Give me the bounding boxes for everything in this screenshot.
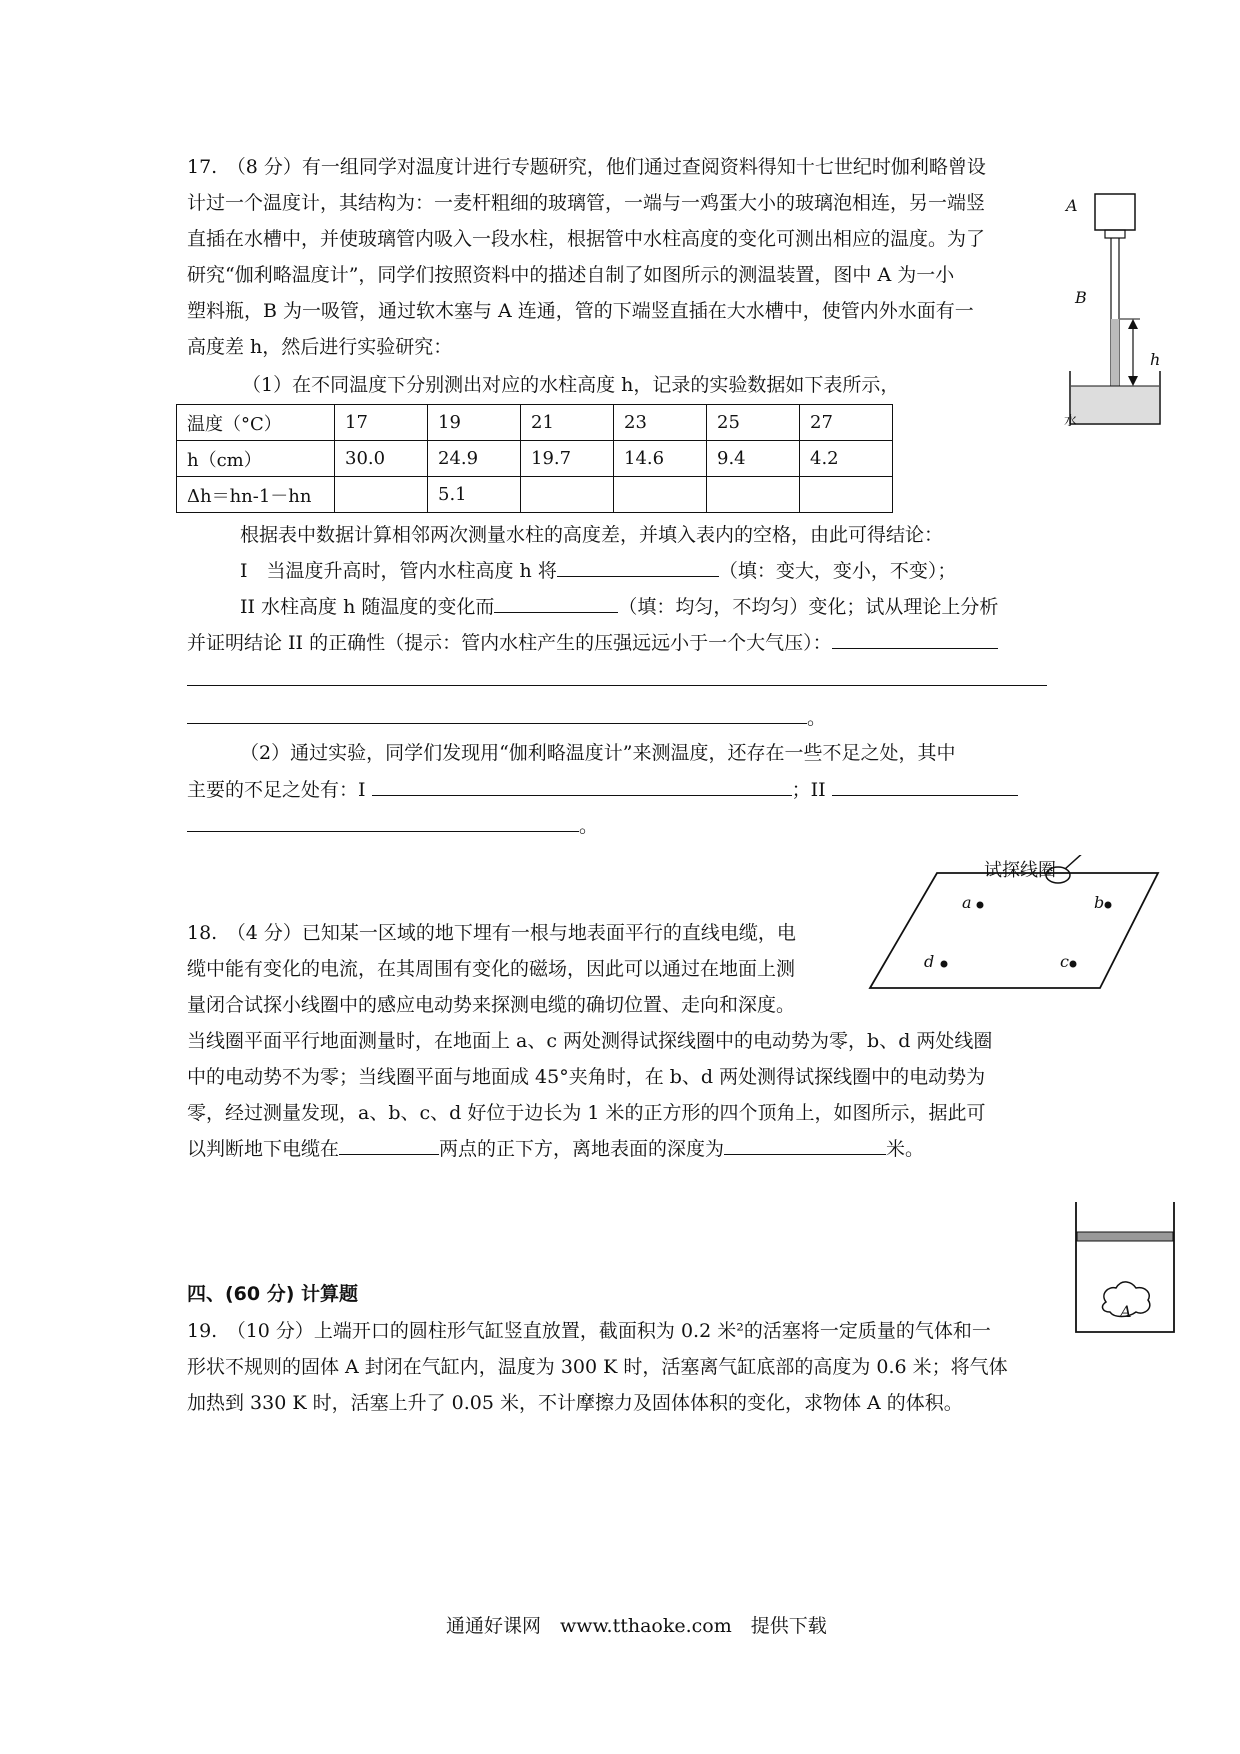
q18-line-1: 18. （4 分）已知某一区域的地下埋有一根与地表面平行的直线电缆，电 (187, 922, 796, 944)
point-d-label: d (924, 952, 935, 971)
answer-blank[interactable] (372, 777, 792, 796)
q18-line-3: 量闭合试探小线圈中的感应电动势来探测电缆的确切位置、走向和深度。 (187, 994, 796, 1016)
label-a: A (1066, 196, 1078, 215)
answer-line[interactable] (187, 685, 1047, 686)
thermometer-figure (1060, 186, 1180, 436)
q18-line-5: 中的电动势不为零；当线圈平面与地面成 45°夹角时，在 b、d 两处测得试探线圈中的电动势为 (187, 1066, 986, 1088)
table-cell: 14.6 (614, 441, 707, 477)
q17-conclusion-2 (240, 594, 998, 620)
page-footer: 通通好课网 www.tthaoke.com 提供下载 (446, 1615, 827, 1637)
q17-part2-line-2 (187, 777, 1018, 803)
table-cell: 27 (800, 405, 893, 441)
q17-answer-line-end (187, 705, 826, 731)
table-cell: 17 (335, 405, 428, 441)
q17-part2-line-3 (187, 813, 598, 839)
section-heading: 四、(60 分) 计算题 (187, 1283, 359, 1305)
q18-line-7 (187, 1136, 924, 1162)
label-water: 水 (1064, 414, 1078, 429)
point-a-label: a (962, 893, 972, 912)
q18-line-6: 零，经过测量发现，a、b、c、d 好位于边长为 1 米的正方形的四个顶角上，如图所示，据此可 (187, 1102, 986, 1124)
table-row-label: Δh＝hn-1－hn (177, 477, 335, 513)
q17-part1-intro: （1）在不同温度下分别测出对应的水柱高度 h，记录的实验数据如下表所示， (242, 374, 900, 396)
conclusion-2-text: II 水柱高度 h 随温度的变化而 (240, 596, 495, 618)
q18-line-2: 缆中能有变化的电流，在其周围有变化的磁场，因此可以通过在地面上测 (187, 958, 796, 980)
answer-blank[interactable] (494, 594, 618, 613)
table-cell-blank[interactable] (800, 477, 893, 513)
q18-last-mid: 两点的正下方，离地表面的深度为 (439, 1138, 725, 1160)
end-mark: 。 (579, 815, 599, 837)
table-cell: 19.7 (521, 441, 614, 477)
table-row-temperature (177, 405, 893, 441)
answer-blank[interactable] (187, 705, 807, 724)
table-cell: 4.2 (800, 441, 893, 477)
q17-line-6: 高度差 h，然后进行实验研究： (187, 336, 453, 358)
q17-conclusion-3 (187, 630, 998, 656)
point-b-label: b (1094, 893, 1105, 912)
table-cell-blank[interactable] (614, 477, 707, 513)
solid-a-label: A (1120, 1302, 1132, 1321)
q17-line-3: 直插在水槽中，并使玻璃管内吸入一段水柱，根据管中水柱高度的变化可测出相应的温度。为了 (187, 228, 986, 250)
point-c-label: c (1060, 952, 1069, 971)
q19-line-3: 加热到 330 K 时，活塞上升了 0.05 米，不计摩擦力及固体体积的变化，求物体 A 的体积。 (187, 1392, 963, 1414)
label-h: h (1150, 350, 1161, 369)
q19-line-2: 形状不规则的固体 A 封闭在气缸内，温度为 300 K 时，活塞离气缸底部的高度为 0.6 米；将气体 (187, 1356, 1008, 1378)
end-mark: 。 (807, 707, 827, 729)
part2-text: 主要的不足之处有：I (187, 779, 366, 801)
table-cell-blank[interactable] (707, 477, 800, 513)
table-cell-blank[interactable] (521, 477, 614, 513)
table-cell: 19 (428, 405, 521, 441)
q18-last-end: 米。 (886, 1138, 925, 1160)
q18-last-text: 以判断地下电缆在 (187, 1138, 340, 1160)
part2-sep: ；II (791, 779, 826, 801)
table-cell: 21 (521, 405, 614, 441)
table-cell: 25 (707, 405, 800, 441)
q17-line-5: 塑料瓶，B 为一吸管，通过软木塞与 A 连通，管的下端竖直插在大水槽中，使管内外水面有一 (187, 300, 974, 322)
answer-blank[interactable] (557, 558, 719, 577)
table-cell: 5.1 (428, 477, 521, 513)
table-cell: 23 (614, 405, 707, 441)
conclusion-1-hint: （填：变大，变小，不变）； (718, 560, 957, 582)
table-cell-blank[interactable] (335, 477, 428, 513)
table-row-delta (177, 477, 893, 513)
label-b: B (1075, 288, 1087, 307)
coil-label: 试探线圈 (984, 860, 1056, 881)
q17-part2-line-1: （2）通过实验，同学们发现用“伽利略温度计”来测温度，还存在一些不足之处，其中 (240, 742, 956, 764)
table-row-height (177, 441, 893, 477)
table-cell: 30.0 (335, 441, 428, 477)
q17-conclusion-1 (240, 558, 956, 584)
table-row-label: 温度（°C） (177, 405, 335, 441)
table-row-label: h（cm） (177, 441, 335, 477)
q17-line-2: 计过一个温度计，其结构为：一麦杆粗细的玻璃管，一端与一鸡蛋大小的玻璃泡相连，另一端竖 (187, 192, 986, 214)
q19-line-1: 19. （10 分）上端开口的圆柱形气缸竖直放置，截面积为 0.2 米²的活塞将一定质量的气体和一 (187, 1320, 991, 1342)
table-cell: 24.9 (428, 441, 521, 477)
conclusion-2-hint: （填：均匀，不均匀）变化；试从理论上分析 (618, 596, 999, 618)
data-table (176, 404, 893, 513)
q17-line-4: 研究“伽利略温度计”，同学们按照资料中的描述自制了如图所示的测温装置，图中 A 为一小 (187, 264, 955, 286)
q17-line-1: 17. （8 分）有一组同学对温度计进行专题研究，他们通过查阅资料得知十七世纪时伽利略曾设 (187, 156, 986, 178)
q17-after-table: 根据表中数据计算相邻两次测量水柱的高度差，并填入表内的空格，由此可得结论： (240, 524, 944, 546)
conclusion-3-text: 并证明结论 II 的正确性（提示：管内水柱产生的压强远远小于一个大气压）： (187, 632, 832, 654)
q18-line-4: 当线圈平面平行地面测量时，在地面上 a、c 两处测得试探线圈中的电动势为零，b、d 两处线圈 (187, 1030, 993, 1052)
conclusion-1-text: I 当温度升高时，管内水柱高度 h 将 (240, 560, 557, 582)
answer-blank[interactable] (724, 1136, 886, 1155)
answer-blank[interactable] (187, 813, 579, 832)
answer-blank[interactable] (832, 777, 1018, 796)
answer-blank[interactable] (832, 630, 998, 649)
table-cell: 9.4 (707, 441, 800, 477)
answer-blank[interactable] (339, 1136, 439, 1155)
